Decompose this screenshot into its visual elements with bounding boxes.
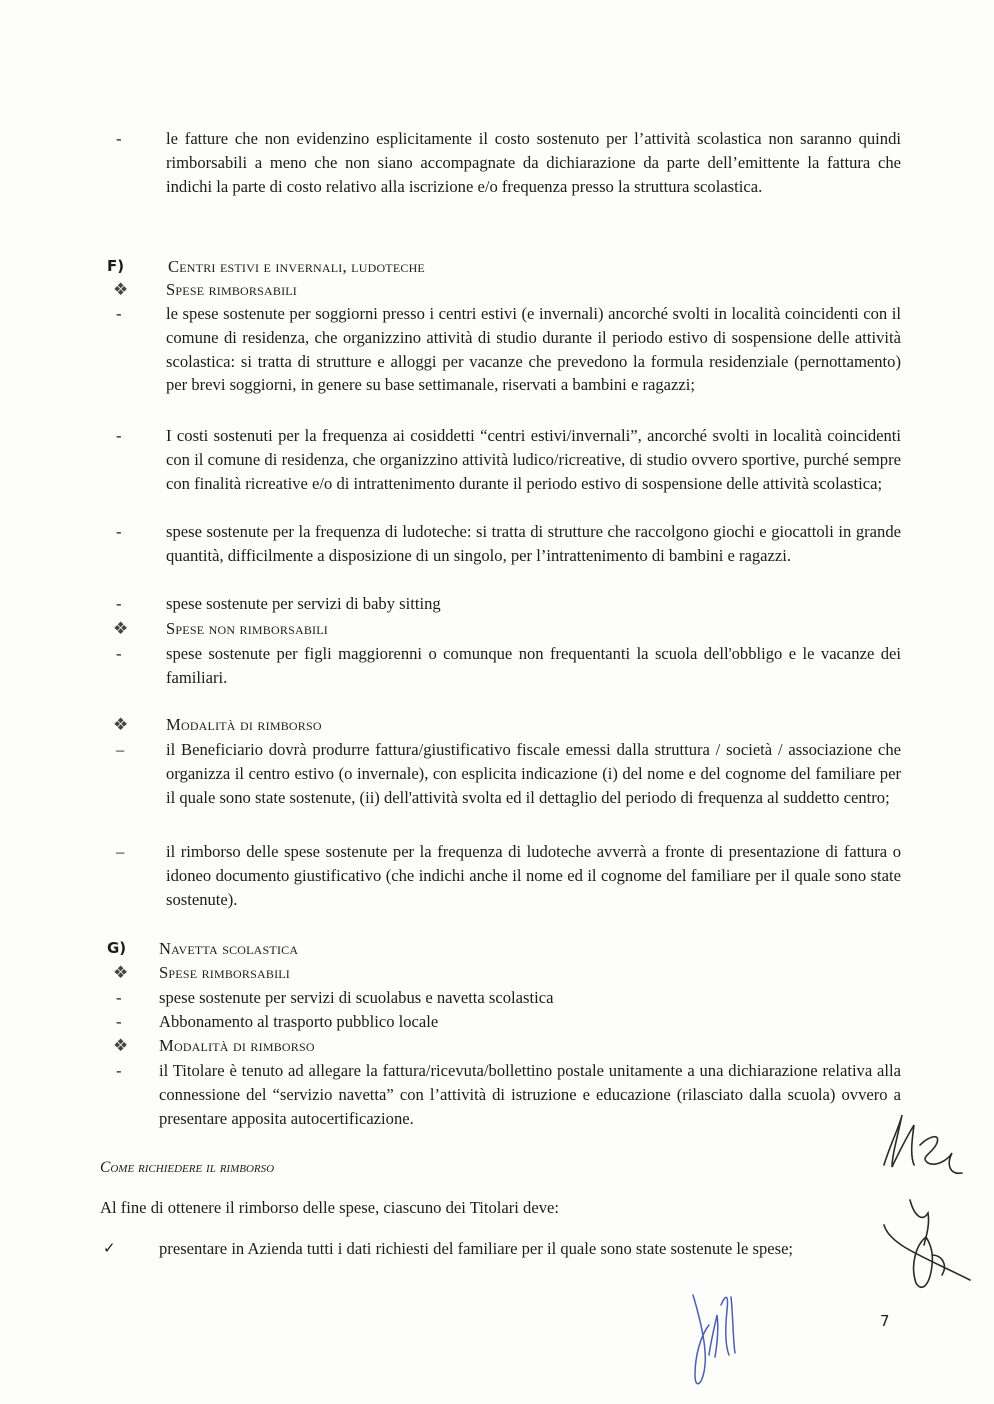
dash-marker: – [116,842,125,861]
dash-marker: - [116,304,122,323]
diamond-bullet-icon: ❖ [113,963,129,982]
subsection-title: Spese non rimborsabili [166,619,328,638]
signature-blue-initials-icon [685,1285,745,1395]
signature-initials-icon [870,1105,980,1305]
checklist-text: presentare in Azienda tutti i dati richiesti del familiare per il quale sono state sostenute le spese; [159,1239,794,1258]
diamond-bullet-icon: ❖ [113,715,129,734]
list-item-text: il Beneficiario dovrà produrre fattura/giustificativo fiscale emessi dalla struttura / società / associazione che organizza il centro estivo (o invernale), con esplicita indicazione (i) del nome e del cognome del familiare per il quale sono state sostenute, (ii) dell'attività svolta ed il dettaglio del periodo di frequenza al suddetto centro; [166,740,901,807]
list-item-text: spese sostenute per servizi di baby sitting [166,594,441,613]
subsection-title: Spese rimborsabili [159,963,290,982]
page-number: 7 [880,1312,890,1330]
list-item-text: spese sostenute per servizi di scuolabus e navetta scolastica [159,988,554,1007]
section-letter: G) [107,939,127,957]
section-letter: F) [107,257,125,275]
list-item-text: spese sostenute per figli maggiorenni o comunque non frequentanti la scuola dell'obbligo e le vacanze dei familiari. [166,644,901,687]
dash-marker: – [116,740,125,759]
list-item-text: spese sostenute per la frequenza di ludoteche: si tratta di strutture che raccolgono giochi e giocattoli in grande quantità, difficilmente a disposizione di un singolo, per l’intrattenimento di bambini e ragazzi. [166,522,901,565]
diamond-bullet-icon: ❖ [113,280,129,299]
dash-marker: - [116,1012,122,1031]
intro-text: Al fine di ottenere il rimborso delle spese, ciascuno dei Titolari deve: [100,1198,559,1217]
dash-marker: - [116,644,122,663]
list-item-text: le spese sostenute per soggiorni presso i centri estivi (e invernali) ancorché svolti in località coincidenti con il comune di residenza, che organizzino attività di studio durante il periodo estivo di sospensione delle attività scolastica: si tratta di strutture e alloggi per vacanze che prevedono la formula residenziale (pernottamento) per brevi soggiorni, in genere su base settimanale, riservati a bambini e ragazzi; [166,304,901,395]
subsection-title: Modalità di rimborso [166,715,322,734]
dash-marker: - [116,522,122,541]
subsection-title: Modalità di rimborso [159,1036,315,1055]
section-title: Navetta scolastica [159,939,299,958]
subsection-title: Spese rimborsabili [166,280,297,299]
list-item-text: il Titolare è tenuto ad allegare la fattura/ricevuta/bollettino postale unitamente a una dichiarazione relativa alla connessione del “servizio navetta” con l’attività di istruzione e educazione (rilasciato dalla scuola) ovvero a presentare apposita autocertificazione. [159,1061,901,1128]
list-item-text: Abbonamento al trasporto pubblico locale [159,1012,439,1031]
checkmark-icon: ✓ [103,1239,116,1257]
list-item-text: I costi sostenuti per la frequenza ai cosiddetti “centri estivi/invernali”, ancorché svolti in località coincidenti con il comune di residenza, che organizzino attività ludico/ricreative, di studio ovvero sportive, purché sempre con finalità ricreative e/o di intrattenimento durante il periodo estivo di sospensione delle attività scolastica; [166,426,901,493]
section-title: Centri estivi e invernali, ludoteche [168,257,425,276]
diamond-bullet-icon: ❖ [113,1036,129,1055]
dash-marker: - [116,988,122,1007]
dash-marker: - [116,129,122,148]
diamond-bullet-icon: ❖ [113,619,129,638]
section-title: Come richiedere il rimborso [100,1159,275,1176]
dash-marker: - [116,594,122,613]
list-item-text: il rimborso delle spese sostenute per la frequenza di ludoteche avverrà a fronte di presentazione di fattura o idoneo documento giustificativo (che indichi anche il nome ed il cognome del familiare per il quale sono state sostenute). [166,842,901,909]
dash-marker: - [116,1061,122,1080]
dash-marker: - [116,426,122,445]
bullet-text: le fatture che non evidenzino esplicitamente il costo sostenuto per l’attività scolastica non saranno quindi rimborsabili a meno che non siano accompagnate da dichiarazione da parte dell’emittente la fattura che indichi la parte di costo relativo alla iscrizione e/o frequenza presso la struttura scolastica. [166,129,901,196]
